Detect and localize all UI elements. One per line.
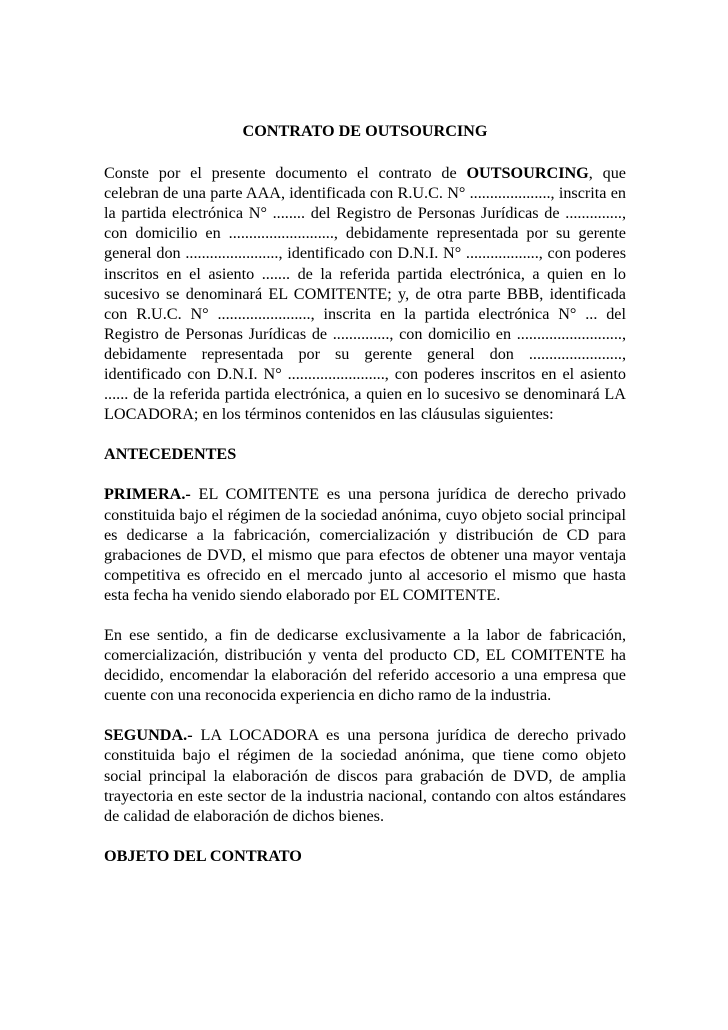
- intro-bold-term: OUTSOURCING: [466, 164, 589, 183]
- clause-primera-label: PRIMERA.-: [104, 485, 191, 504]
- clause-primera-text: EL COMITENTE es una persona jurídica de derecho privado constituida bajo el régimen de la sociedad anónima, cuyo objeto social principal es dedicarse a la fabricación, comercialización y distribución de CD para grabaciones de DVD, el mismo que para efectos de obtener una mayor ventaja competitiva es ofrecido en el mercado junto al accesorio el mismo que hasta esta fecha ha venido siendo elaborado por EL COMITENTE.: [104, 485, 626, 604]
- clause-segunda-text: LA LOCADORA es una persona jurídica de derecho privado constituida bajo el régimen de la sociedad anónima, que tiene como objeto social principal la elaboración de discos para grabación de DVD, de amplia trayectoria en este sector de la industria nacional, contando con altos estándares de calidad de elaboración de dichos bienes.: [104, 726, 626, 825]
- intro-text-rest: , que celebran de una parte AAA, identificada con R.U.C. N° ...................., inscrita en la partida electrónica N° ........ del Registro de Personas Jurídicas de .............., con domicilio en .........................., debidamente representada por su gerente general don ......................., identificado con D.N.I. N° .................., con poderes inscritos en el asiento ....... de la referida partida electrónica, a quien en lo sucesivo se denominará EL COMITENTE; y, de otra parte BBB, identificada con R.U.C. N° ......................., inscrita en la partida electrónica N° ... del Registro de Personas Jurídicas de .............., con domicilio en .........................., debidamente representada por su gerente general don ......................., identificado con D.N.I. N° ........................, con poderes inscritos en el asiento ...... de la referida partida electrónica, a quien en lo sucesivo se denominará LA LOCADORA; en los términos contenidos en las cláusulas siguientes:: [104, 164, 626, 424]
- clause-primera: [104, 484, 626, 605]
- paragraph-sentido: En ese sentido, a fin de dedicarse exclusivamente a la labor de fabricación, comercialización, distribución y venta del producto CD, EL COMITENTE ha decidido, encomendar la elaboración del referido accesorio a una empresa que cuente con una reconocida experiencia en dicho ramo de la industria.: [104, 625, 626, 705]
- clause-segunda-label: SEGUNDA.-: [104, 726, 193, 745]
- document-title: CONTRATO DE OUTSOURCING: [242, 122, 488, 140]
- section-heading-objeto: OBJETO DEL CONTRATO: [104, 846, 302, 865]
- intro-paragraph: [104, 163, 626, 424]
- section-heading-antecedentes: ANTECEDENTES: [104, 445, 237, 464]
- clause-segunda: [104, 725, 626, 825]
- intro-text-start: Conste por el presente documento el contrato de: [104, 164, 467, 183]
